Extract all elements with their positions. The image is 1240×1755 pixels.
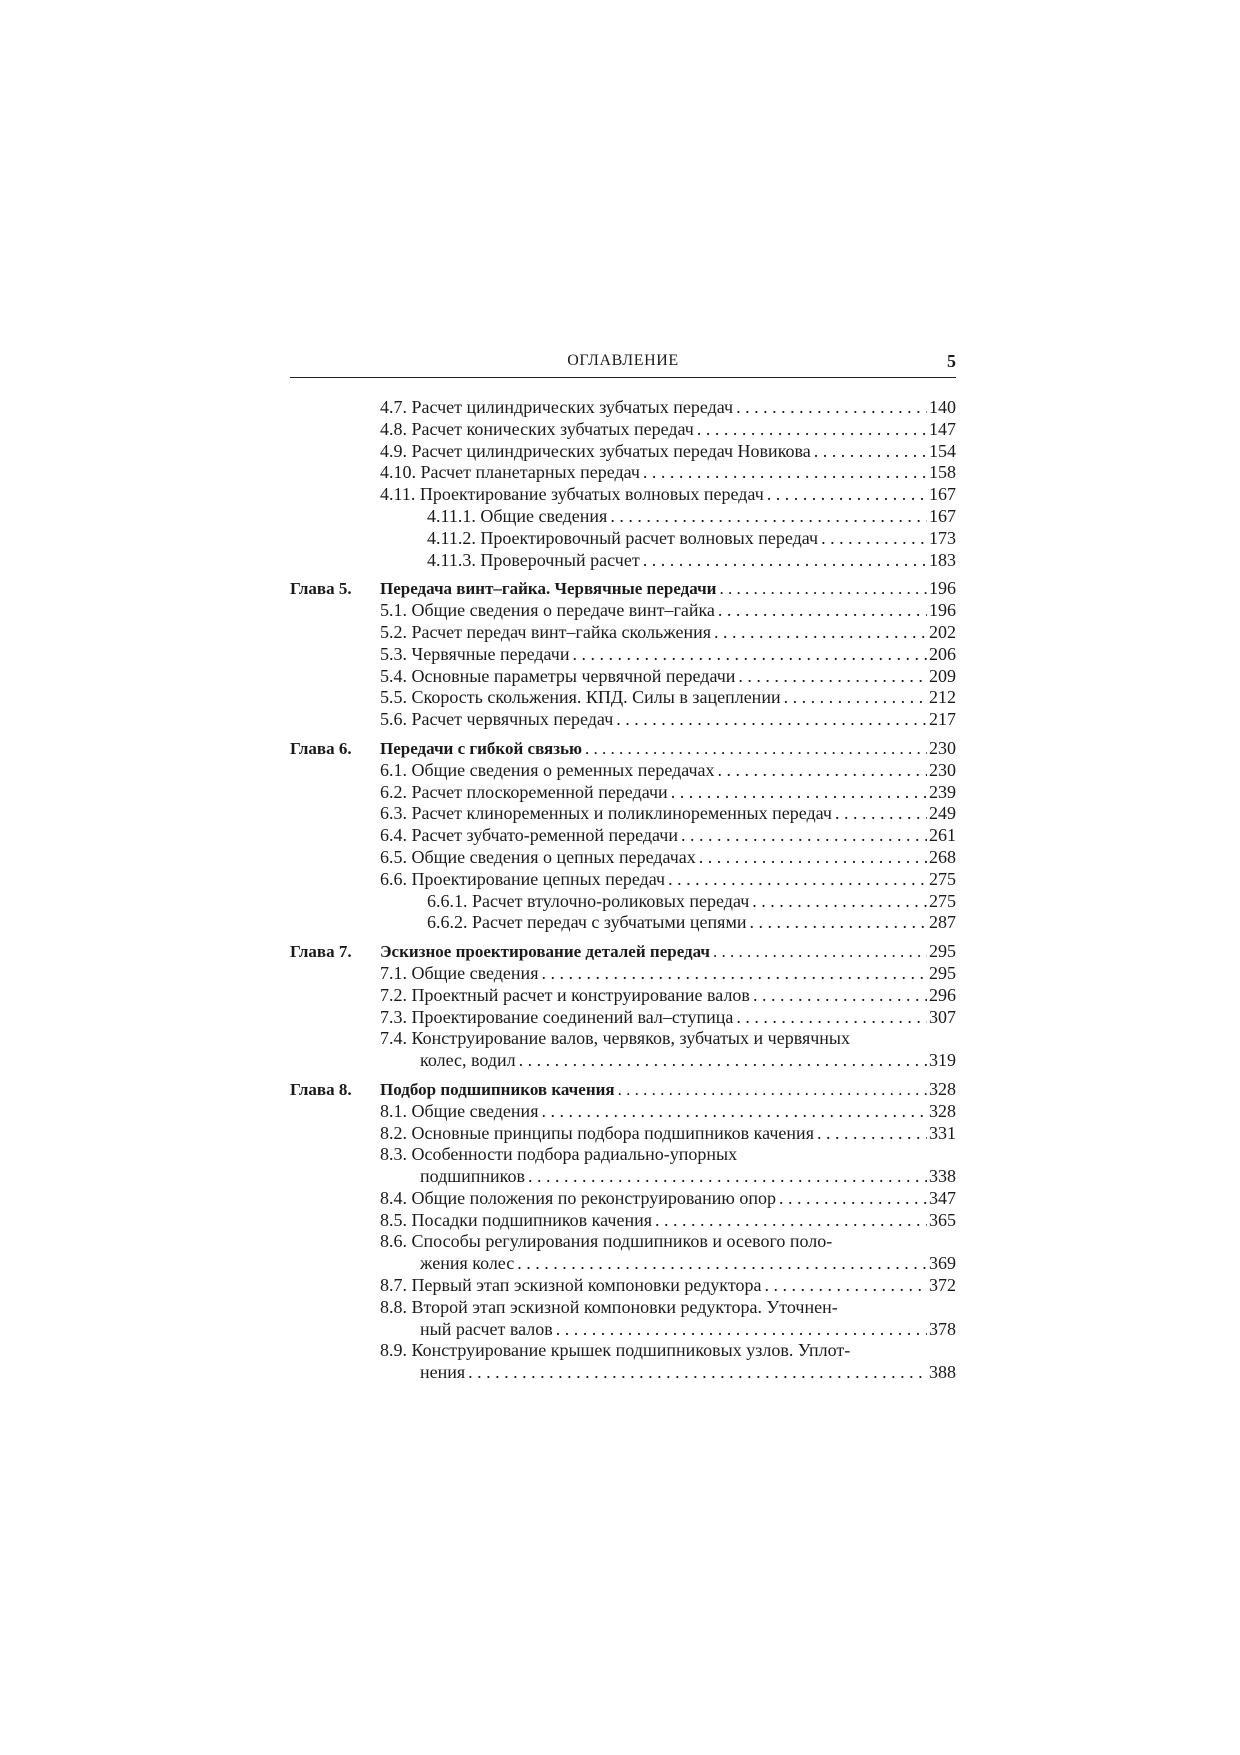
toc-entry [290,462,956,484]
chapter-heading [290,738,956,760]
toc-entry [290,1275,956,1297]
toc-page-number: 365 [929,1209,956,1230]
toc-page-number: 209 [929,665,956,686]
toc-chapter [290,1079,956,1384]
toc-entry-title-continuation: колес, водил [420,1050,516,1071]
toc-page-number: 328 [929,1100,956,1121]
toc-entry-continuation [290,1362,956,1384]
toc-entry-title: 8.6. Способы регулирования подшипников и осевого поло- [380,1231,833,1252]
toc-page-number: 319 [929,1050,956,1071]
toc-page-number: 239 [929,781,956,802]
chapter-title: Эскизное проектирование деталей передач [380,942,711,962]
toc-page-number: 212 [929,687,956,708]
toc-entry-title: 4.11.1. Общие сведения [427,505,608,526]
dot-leader [668,782,927,804]
toc-entry-title: 5.5. Скорость скольжения. КПД. Силы в зацеплении [380,687,781,708]
toc-page-number: 369 [929,1253,956,1274]
dot-leader [696,847,927,869]
toc-entry-title: 4.8. Расчет конических зубчатых передач [380,418,694,439]
toc-entry [290,419,956,441]
toc-page-number: 196 [929,578,956,599]
toc-entry [290,622,956,644]
chapter-label: Глава 5. [290,579,352,599]
toc-entry [290,963,956,985]
toc-page-number: 275 [929,868,956,889]
dot-leader [776,1188,927,1210]
dot-leader [607,506,927,528]
dot-leader [716,578,927,600]
table-of-contents [290,397,956,1391]
toc-entry-title: 4.9. Расчет цилиндрических зубчатых передач Новикова [380,440,811,461]
dot-leader [746,912,927,934]
dot-leader [735,666,927,688]
dot-leader [749,891,927,913]
toc-page-number: 140 [929,397,956,417]
dot-leader [832,803,927,825]
toc-entry [290,760,956,782]
toc-page-number: 295 [929,941,956,962]
toc-page-number: 287 [929,912,956,933]
toc-entry [290,709,956,731]
dot-leader [750,985,927,1007]
toc-page-number: 230 [929,759,956,780]
toc-entry [290,441,956,463]
toc-entry-title: 6.6. Проектирование цепных передач [380,868,666,889]
dot-leader [615,1079,927,1101]
toc-entry-title: 4.11.2. Проектировочный расчет волновых передач [427,527,819,548]
toc-page-number: 388 [929,1362,956,1383]
toc-entry [290,912,956,934]
toc-page-number: 173 [929,527,956,548]
toc-entry [290,644,956,666]
toc-entry-title: 6.6.2. Расчет передач с зубчатыми цепями [427,912,747,933]
dot-leader [553,1319,927,1341]
toc-entry [290,782,956,804]
dot-leader [640,550,927,572]
dot-leader [538,963,927,985]
toc-entry-title: 8.9. Конструирование крышек подшипниковых узлов. Уплот- [380,1340,851,1361]
toc-page-number: 154 [929,440,956,461]
toc-entry [290,1123,956,1145]
toc-entry-title: 8.1. Общие сведения [380,1100,539,1121]
dot-leader [569,644,927,666]
toc-page-number: 183 [929,549,956,570]
toc-page-number: 378 [929,1318,956,1339]
dot-leader [710,941,927,963]
dot-leader [640,462,927,484]
toc-page-number: 328 [929,1078,956,1099]
chapter-title: Подбор подшипников качения [380,1079,615,1099]
toc-entry-title: 8.3. Особенности подбора радиально-упорных [380,1144,738,1165]
toc-entry-title-continuation: подшипников [420,1166,525,1187]
toc-entry-title: 6.2. Расчет плоскоременной передачи [380,781,668,802]
chapter-heading [290,578,956,600]
dot-leader [818,528,927,550]
toc-entry [290,1007,956,1029]
dot-leader [665,869,927,891]
dot-leader [694,419,927,441]
dot-leader [814,1123,927,1145]
toc-page-number: 275 [929,890,956,911]
toc-page-number: 331 [929,1122,956,1143]
toc-page-number: 206 [929,643,956,664]
toc-entry [290,550,956,572]
toc-entry [290,1188,956,1210]
toc-entry-title: 8.4. Общие положения по реконструированию опор [380,1187,776,1208]
toc-entry-title: 6.3. Расчет клиноременных и поликлиноременных передач [380,803,832,824]
toc-page-number: 230 [929,737,956,758]
toc-entry-title: 4.11. Проектирование зубчатых волновых передач [380,484,764,505]
toc-page-number: 167 [929,484,956,505]
dot-leader [538,1101,927,1123]
chapter-label: Глава 6. [290,738,352,758]
toc-entry-continuation [290,1319,956,1341]
dot-leader [582,738,927,760]
toc-chapter [290,738,956,934]
dot-leader [781,687,927,709]
toc-chapter [290,941,956,1072]
toc-entry [290,1144,956,1166]
toc-entry [290,1340,956,1362]
running-header-title: ОГЛАВЛЕНИЕ [567,352,679,369]
toc-entry-title: 5.1. Общие сведения о передаче винт–гайка [380,600,715,621]
toc-entry [290,1231,956,1253]
toc-page-number: 296 [929,984,956,1005]
toc-entry-title-continuation: нения [420,1362,466,1383]
toc-entry-title: 6.4. Расчет зубчато-ременной передачи [380,825,678,846]
toc-entry [290,825,956,847]
chapter-title: Передачи с гибкой связью [380,738,583,758]
toc-entry [290,397,956,419]
toc-entry [290,506,956,528]
toc-entry [290,484,956,506]
toc-entry-title: 8.2. Основные принципы подбора подшипников качения [380,1122,814,1143]
toc-entry [290,1210,956,1232]
toc-page-number: 158 [929,462,956,483]
toc-entry [290,600,956,622]
dot-leader [764,484,927,506]
toc-entry [290,528,956,550]
toc-entry-title: 4.7. Расчет цилиндрических зубчатых передач [380,397,734,417]
dot-leader [678,825,927,847]
toc-page-number: 372 [929,1275,956,1296]
running-header [290,351,956,378]
toc-entry-title: 6.1. Общие сведения о ременных передачах [380,759,715,780]
toc-entry-continuation [290,1050,956,1072]
dot-leader [733,1007,927,1029]
toc-entry-continuation [290,1166,956,1188]
dot-leader [733,397,927,419]
toc-entry [290,985,956,1007]
toc-entry [290,687,956,709]
toc-page-number: 196 [929,600,956,621]
toc-page-number: 202 [929,621,956,642]
toc-entry [290,1101,956,1123]
chapter-title: Передача винт–гайка. Червячные передачи [380,579,717,599]
toc-entry-title: 6.6.1. Расчет втулочно-роликовых передач [427,890,750,911]
page-number: 5 [947,351,956,371]
dot-leader [514,1253,927,1275]
toc-entry [290,666,956,688]
chapter-heading [290,1079,956,1101]
dot-leader [761,1275,927,1297]
toc-continued-block [290,397,956,571]
toc-entry [290,803,956,825]
toc-entry [290,847,956,869]
toc-entry [290,869,956,891]
toc-entry-title: 4.11.3. Проверочный расчет [427,549,640,570]
toc-page-number: 249 [929,803,956,824]
toc-entry-title: 5.4. Основные параметры червячной передачи [380,665,736,686]
dot-leader [715,600,927,622]
toc-page-number: 295 [929,962,956,983]
toc-page-number: 338 [929,1166,956,1187]
dot-leader [715,760,927,782]
toc-entry [290,1297,956,1319]
chapter-heading [290,941,956,963]
toc-page-number: 147 [929,418,956,439]
toc-entry-title: 8.5. Посадки подшипников качения [380,1209,653,1230]
chapter-label: Глава 8. [290,1079,352,1099]
toc-entry-title: 5.3. Червячные передачи [380,643,570,664]
toc-entry-title: 8.7. Первый этап эскизной компоновки редуктора [380,1275,762,1296]
toc-entry-title: 8.8. Второй этап эскизной компоновки редуктора. Уточнен- [380,1296,838,1317]
toc-page-number: 217 [929,709,956,730]
toc-entry-title: 5.6. Расчет червячных передач [380,709,614,730]
toc-chapter [290,578,956,731]
toc-entry-title-continuation: жения колес [420,1253,515,1274]
toc-page-number: 307 [929,1006,956,1027]
toc-entry-title-continuation: ный расчет валов [420,1318,553,1339]
toc-entry [290,891,956,913]
dot-leader [613,709,927,731]
dot-leader [516,1050,927,1072]
toc-entry-title: 7.4. Конструирование валов, червяков, зубчатых и червячных [380,1028,851,1049]
toc-entry-title: 7.2. Проектный расчет и конструирование валов [380,984,750,1005]
dot-leader [652,1210,927,1232]
toc-entry-title: 6.5. Общие сведения о цепных передачах [380,846,696,867]
chapter-label: Глава 7. [290,942,352,962]
toc-page-number: 268 [929,846,956,867]
toc-page-number: 167 [929,505,956,526]
toc-page-number: 261 [929,825,956,846]
dot-leader [711,622,927,644]
toc-entry-title: 5.2. Расчет передач винт–гайка скольжения [380,621,711,642]
toc-page-number: 347 [929,1187,956,1208]
toc-entry-title: 4.10. Расчет планетарных передач [380,462,640,483]
dot-leader [811,441,927,463]
toc-entry-title: 7.1. Общие сведения [380,962,539,983]
dot-leader [525,1166,927,1188]
toc-entry [290,1028,956,1050]
toc-entry-title: 7.3. Проектирование соединений вал–ступица [380,1006,734,1027]
toc-entry-continuation [290,1253,956,1275]
dot-leader [465,1362,927,1384]
